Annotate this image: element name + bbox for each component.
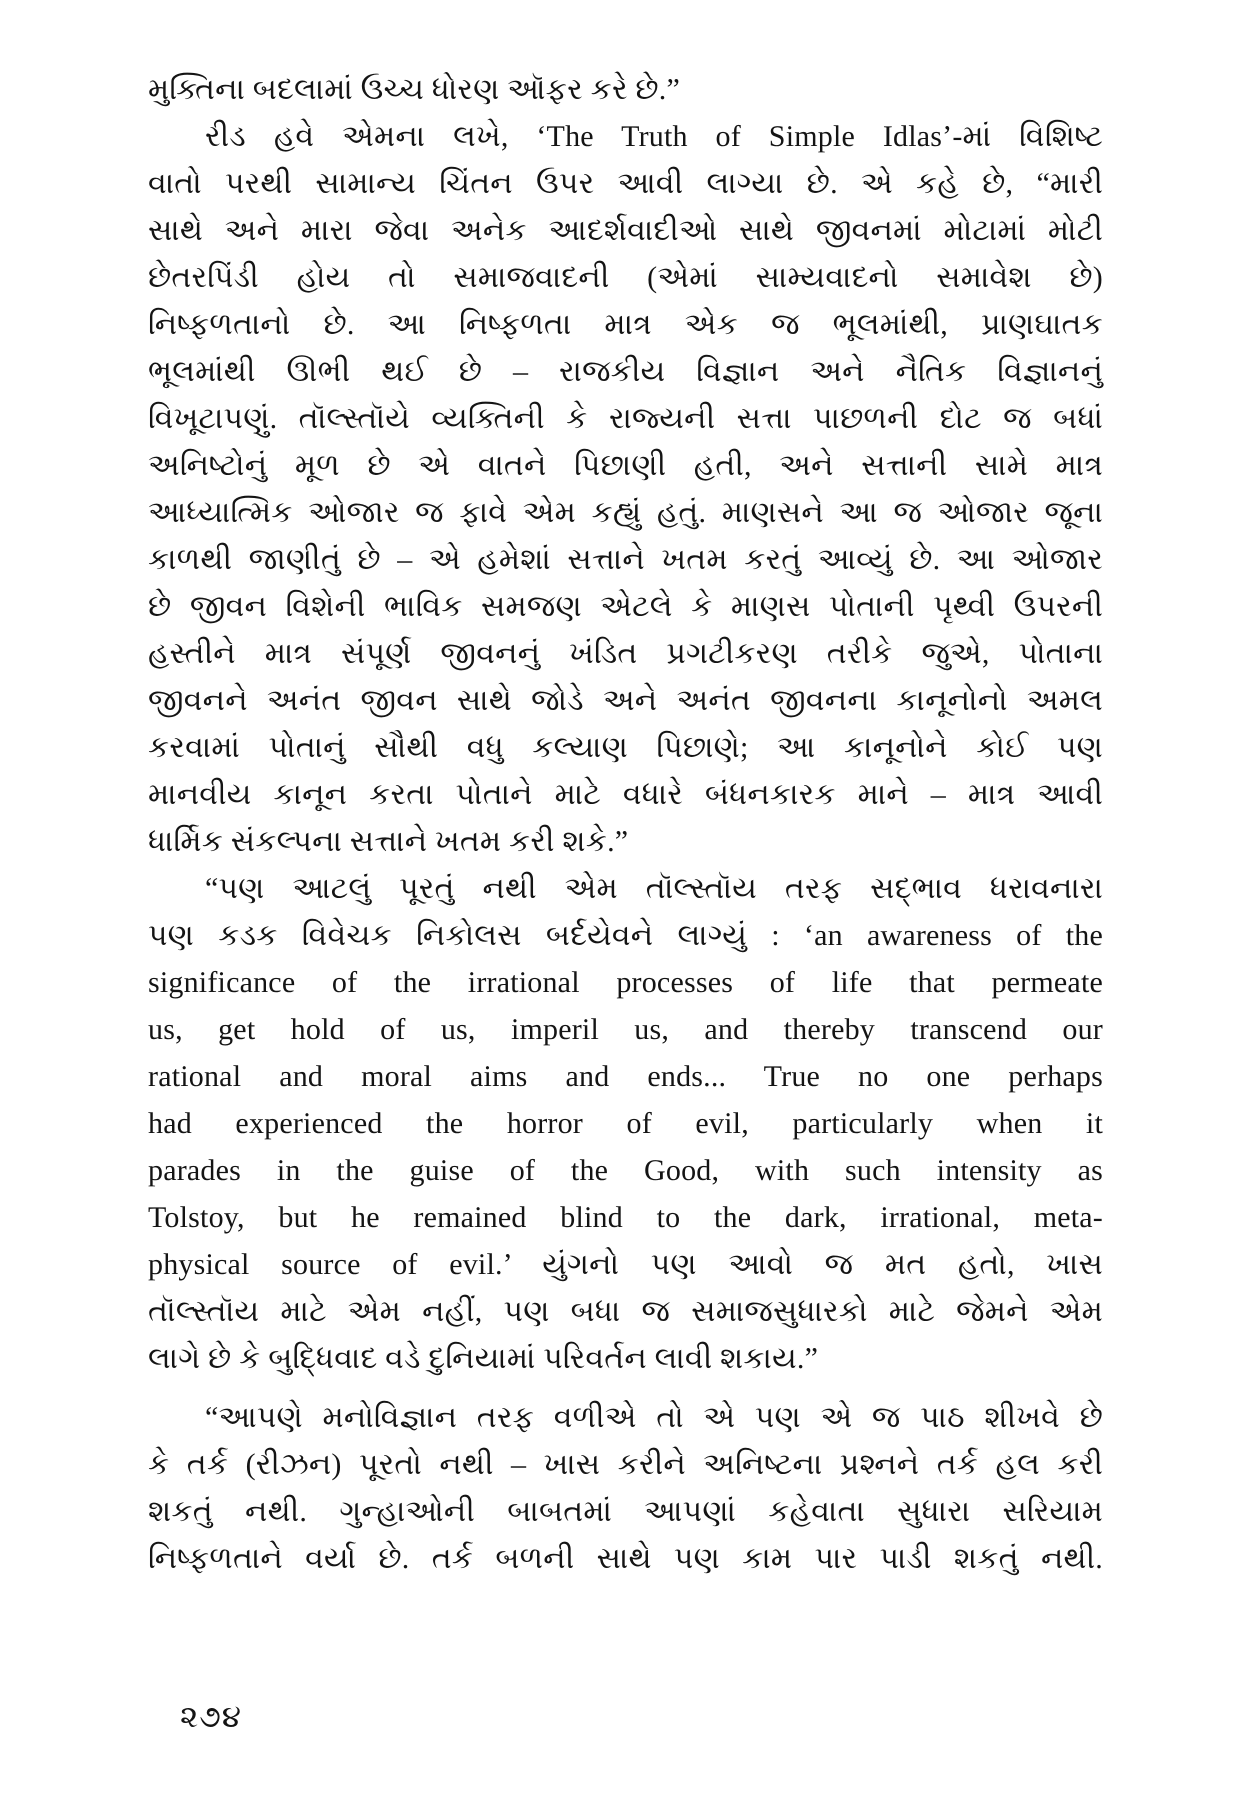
text-line: વાતો પરથી સામાન્ય ચિંતન ઉપર આવી લાગ્યા છે. એ કહે છે, “મારી <box>148 167 1103 200</box>
text-line: “આપણે મનોવિજ્ઞાન તરફ વળીએ તો એ પણ એ જ પાઠ શીખવે છે <box>205 1401 1103 1434</box>
text-line: કરવામાં પોતાનું સૌથી વધુ કલ્યાણ પિછાણે; આ કાનૂનોને કોઈ પણ <box>148 731 1103 764</box>
text-line: તૉલ્સ્તૉય માટે એમ નહીં, પણ બધા જ સમાજસુધારકો માટે જેમને એમ <box>148 1295 1103 1328</box>
text-line: significance of the irrational processes of life that permeate <box>148 966 1103 999</box>
text-line: મુક્તિના બદલામાં ઉચ્ચ ધોરણ ઑફર કરે છે.” <box>148 73 680 106</box>
text-line: છેતરપિંડી હોય તો સમાજવાદની (એમાં સામ્યવાદનો સમાવેશ છે) <box>148 261 1103 294</box>
text-line: સાથે અને મારા જેવા અનેક આદર્શવાદીઓ સાથે જીવનમાં મોટામાં મોટી <box>148 214 1103 247</box>
text-line: જીવનને અનંત જીવન સાથે જોડે અને અનંત જીવનના કાનૂનોનો અમલ <box>148 684 1103 717</box>
text-line: માનવીય કાનૂન કરતા પોતાને માટે વધારે બંધનકારક માને – માત્ર આવી <box>148 778 1103 811</box>
text-line: rational and moral aims and ends... True no one perhaps <box>148 1060 1103 1093</box>
text-line: Tolstoy, but he remained blind to the dark, irrational, meta- <box>148 1201 1103 1234</box>
text-line: અનિષ્ટોનું મૂળ છે એ વાતને પિછાણી હતી, અને સત્તાની સામે માત્ર <box>148 449 1103 482</box>
text-line: પણ કડક વિવેચક નિકોલસ બર્દયેવને લાગ્યું : ‘an awareness of the <box>148 919 1103 952</box>
text-line: કે તર્ક (રીઝન) પૂરતો નથી – ખાસ કરીને અનિષ્ટના પ્રશ્નને તર્ક હલ કરી <box>148 1448 1103 1481</box>
text-line: વિખૂટાપણું. તૉલ્સ્તૉયે વ્યક્તિની કે રાજ્યની સત્તા પાછળની દોટ જ બધાં <box>148 402 1103 435</box>
text-line: ભૂલમાંથી ઊભી થઈ છે – રાજકીય વિજ્ઞાન અને નૈતિક વિજ્ઞાનનું <box>148 355 1103 388</box>
text-line: હસ્તીને માત્ર સંપૂર્ણ જીવનનું ખંડિત પ્રગટીકરણ તરીકે જુએ, પોતાના <box>148 637 1103 670</box>
text-line: નિષ્ફળતાનો છે. આ નિષ્ફળતા માત્ર એક જ ભૂલમાંથી, પ્રાણઘાતક <box>148 308 1103 341</box>
text-line: લાગે છે કે બુદ્ધિવાદ વડે દુનિયામાં પરિવર્તન લાવી શકાય.” <box>148 1342 819 1375</box>
text-line: “પણ આટલું પૂરતું નથી એમ તૉલ્સ્તૉય તરફ સદ્ભાવ ધરાવનારા <box>205 872 1103 905</box>
body-text-block <box>148 66 1103 1582</box>
text-line: physical source of evil.’ યુંગનો પણ આવો જ મત હતો, ખાસ <box>148 1248 1103 1281</box>
text-line: us, get hold of us, imperil us, and thereby transcend our <box>148 1013 1103 1046</box>
text-line: કાળથી જાણીતું છે – એ હમેશાં સત્તાને ખતમ કરતું આવ્યું છે. આ ઓજાર <box>148 543 1103 576</box>
text-line: had experienced the horror of evil, particularly when it <box>148 1107 1103 1140</box>
text-line: આધ્યાત્મિક ઓજાર જ ફાવે એમ કહ્યું હતું. માણસને આ જ ઓજાર જૂના <box>148 496 1103 529</box>
text-line: છે જીવન વિશેની ભાવિક સમજણ એટલે કે માણસ પોતાની પૃથ્વી ઉપરની <box>148 590 1103 623</box>
text-line: parades in the guise of the Good, with such intensity as <box>148 1154 1103 1187</box>
text-line: શકતું નથી. ગુન્હાઓની બાબતમાં આપણાં કહેવાતા સુધારા સરિયામ <box>148 1495 1103 1528</box>
page-number: ૨૭૪ <box>180 1699 242 1734</box>
text-line: ધાર્મિક સંકલ્પના સત્તાને ખતમ કરી શકે.” <box>148 825 629 858</box>
text-line: રીડ હવે એમના લખે, ‘The Truth of Simple Idlas’-માં વિશિષ્ટ <box>205 120 1103 153</box>
text-line: નિષ્ફળતાને વર્યા છે. તર્ક બળની સાથે પણ કામ પાર પાડી શકતું નથી. <box>148 1542 1103 1575</box>
